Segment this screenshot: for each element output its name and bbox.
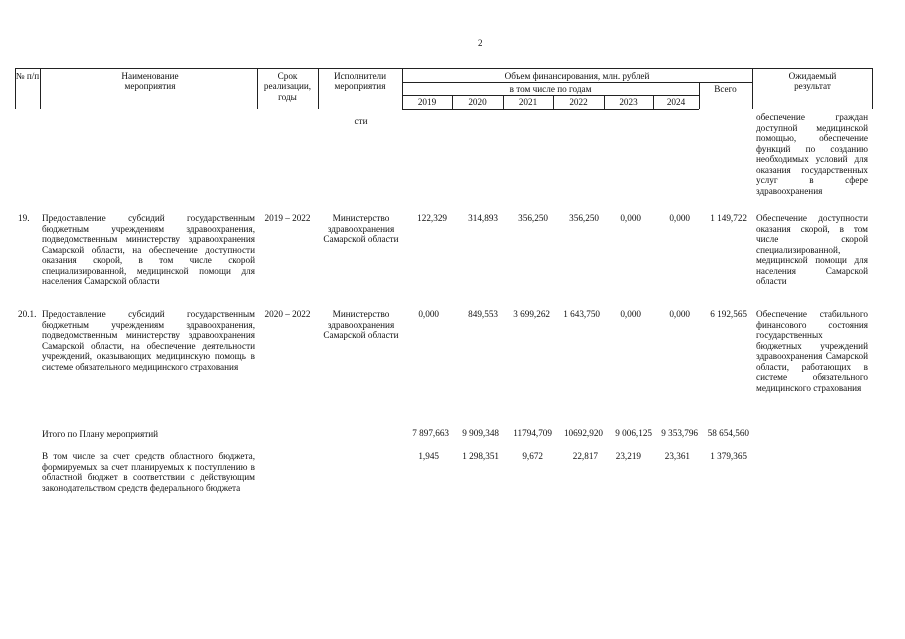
header-name: Наименование мероприятия (121, 71, 179, 92)
row-19-term: 2019 – 2022 (264, 213, 311, 223)
totals-value-2023: 9 006,125 (615, 428, 652, 438)
page-number: 2 (478, 38, 483, 48)
totals-value-2019: 7 897,663 (412, 428, 449, 438)
incl-label: В том числе за счет средств областного бюджета, формируемых за счет планируемых к поступлению в областной бюджет в соответствии с действующим законодательством средств федерального бюджета (42, 451, 255, 493)
totals-total: 58 654,560 (707, 428, 749, 438)
totals-value-2021: 11794,709 (513, 428, 552, 438)
header-year-2019: 2019 (417, 97, 437, 107)
incl-total: 1 379,365 (710, 451, 747, 461)
header-number: № п/п (15, 71, 40, 81)
col-sep-1 (40, 68, 41, 109)
row-20-1-total: 6 192,565 (710, 309, 747, 319)
totals-value-2020: 9 909,348 (462, 428, 499, 438)
header-year-2020: 2020 (468, 97, 487, 107)
incl-value-2020: 1 298,351 (462, 451, 499, 461)
col-sep-total (752, 68, 753, 109)
header-bottom-border (402, 109, 699, 110)
header-year-2024: 2024 (666, 97, 686, 107)
totals-value-2024: 9 353,796 (661, 428, 698, 438)
row-19-value-2020: 314,893 (468, 213, 498, 223)
table-top-border (15, 68, 873, 69)
carry-result-tail: обеспечение граждан доступной медицинской помощью, обеспечение функций по созданию необходимых условий для оказания государственных услуг в сфере здравоохранения (756, 112, 868, 196)
row-20-1-name: Предоставление субсидий государственным бюджетным учреждениям здравоохранения, подведомственным министерству здравоохранения Самарской области, на обеспечение деятельности учреждений, оказывающих медицинскую помощь в системе обязательного медицинского страхования (42, 309, 255, 372)
header-executors: Исполнители мероприятия (333, 71, 387, 92)
row-19-total: 1 149,722 (710, 213, 747, 223)
row-19-value-2019: 122,329 (417, 213, 447, 223)
row-19-executor: Министерство здравоохранения Самарской области (323, 213, 399, 244)
header-year-2022: 2022 (569, 97, 588, 107)
incl-value-2023: 23,219 (615, 451, 641, 461)
incl-value-2022: 22,817 (572, 451, 598, 461)
header-term: Срок реализации, годы (263, 71, 312, 102)
row-20-1-value-2019: 0,000 (418, 309, 439, 319)
row-20-1-executor: Министерство здравоохранения Самарской области (323, 309, 399, 340)
row-20-1-value-2020: 849,553 (468, 309, 498, 319)
row-19-name: Предоставление субсидий государственным бюджетным учреждениям здравоохранения, подведомственным министерству здравоохранения Самарской области, на обеспечение доступности оказания скорой, в том числе скорой специализированной, медицинской помощи для населения Самарской области (42, 213, 255, 286)
row-20-1-term: 2020 – 2022 (264, 309, 311, 319)
row-19-result: Обеспечение доступности оказания скорой, в том числе скорой специализированной, медицинской помощи для населения Самарской области (756, 213, 868, 286)
header-year-2023: 2023 (619, 97, 638, 107)
row-19-number: 19. (18, 213, 30, 223)
header-result: Ожидаемый результат (788, 71, 837, 92)
totals-value-2022: 10692,920 (563, 428, 603, 438)
totals-label: Итого по Плану мероприятий (42, 429, 159, 439)
col-sep-3 (318, 68, 319, 109)
incl-value-2024: 23,361 (664, 451, 690, 461)
row-19-value-2021: 356,250 (518, 213, 548, 223)
table-right-border (872, 68, 873, 109)
header-financing: Объем финансирования, млн. рублей (504, 71, 650, 81)
row-20-1-value-2022: 1 643,750 (563, 309, 600, 319)
row-19-value-2024: 0,000 (669, 213, 690, 223)
row-20-1-value-2021: 3 699,262 (513, 309, 550, 319)
years-line (402, 95, 699, 96)
incl-value-2021: 9,672 (522, 451, 543, 461)
header-year-2021: 2021 (518, 97, 538, 107)
row-20-1-value-2023: 0,000 (620, 309, 641, 319)
row-20-1-value-2024: 0,000 (669, 309, 690, 319)
header-total: Всего (714, 84, 737, 94)
row-19-value-2022: 356,250 (569, 213, 599, 223)
row-20-1-result: Обеспечение стабильного финансового состояния государственных бюджетных учреждений здравоохранения Самарской области, работающих в системе обязательного медицинского страхования (756, 309, 868, 393)
carry-executor-tail: сти (354, 116, 368, 126)
row-19-value-2023: 0,000 (620, 213, 641, 223)
row-20-1-number: 20.1. (18, 309, 37, 319)
incl-value-2019: 1,945 (418, 451, 439, 461)
header-by-years: в том числе по годам (509, 84, 592, 94)
